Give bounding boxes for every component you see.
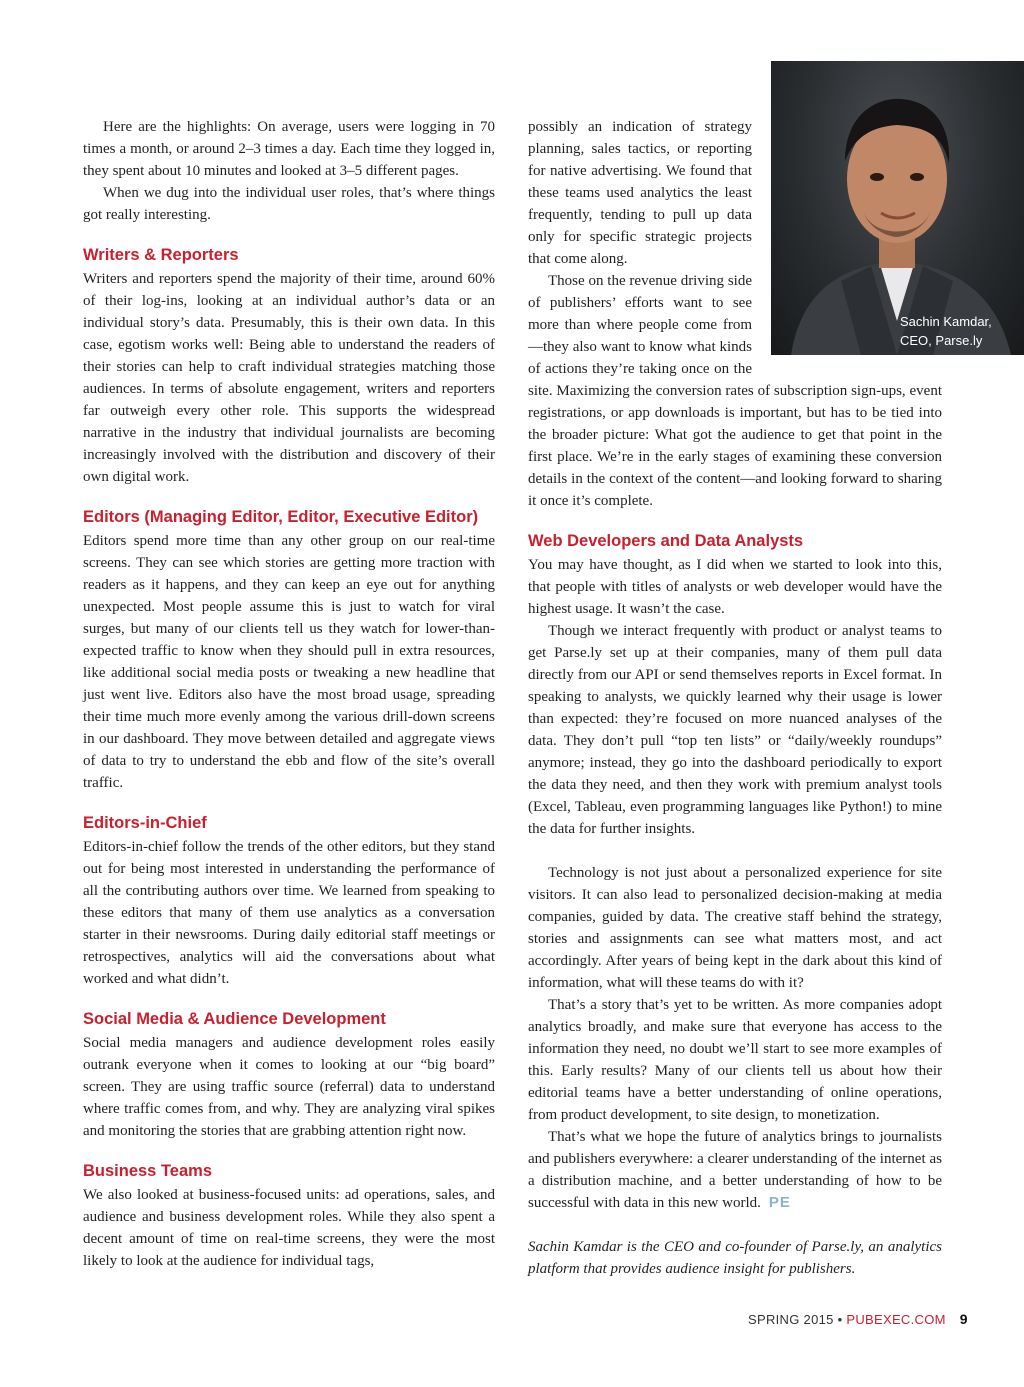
author-bio: Sachin Kamdar is the CEO and co-founder of Parse.ly, an analytics platform that provides audience insight for publishers. <box>528 1239 942 1277</box>
intro-paragraph-1: Here are the highlights: On average, users were logging in 70 times a month, or around 2–3 times a day. Each time they logged in, they spent about 10 minutes and looked at 3–5 different pages. <box>83 119 495 179</box>
social-media-paragraph: Social media managers and audience development roles easily outrank everyone when it comes to looking at our “big board” screen. They are using traffic source (referral) data to understand where traffic comes from, and why. They are analyzing viral spikes and monitoring the stories that are grabbing attention right now. <box>83 1035 495 1139</box>
web-developers-paragraph-1: You may have thought, as I did when we started to look into this, that people with titles of analysts or web developer would have the highest usage. It wasn’t the case. <box>528 557 942 617</box>
business-teams-paragraph: We also looked at business-focused units: ad operations, sales, and audience and business development roles. While they also spent a decent amount of time on real-time screens, they were the most likely to look at the audience for individual tags, <box>83 1187 495 1269</box>
caption-title: CEO, Parse.ly <box>900 333 983 348</box>
left-column <box>83 116 495 1272</box>
heading-editors-in-chief: Editors-in-Chief <box>83 814 207 832</box>
conclusion-paragraph-3 <box>528 1126 942 1214</box>
heading-editors: Editors (Managing Editor, Editor, Executive Editor) <box>83 508 479 526</box>
section-gap <box>528 840 942 862</box>
right-column <box>528 116 942 1280</box>
heading-business-teams: Business Teams <box>83 1162 213 1180</box>
right-paragraph-2: Those on the revenue driving side of publishers’ efforts want to see more than where people come from—they also want to know what kinds of actions they’re taking once on the site. Maximizing the conversion rates of subscription sign-ups, event registrations, or app downloads is important, but has to be tied into the broader picture: What got the audience to get that point in the first place. We’re in the early stages of examining these conversion details in the context of the content—and looking forward to sharing it once it’s complete. <box>528 273 942 509</box>
photo-wrap-spacer <box>752 116 942 376</box>
conclusion-text: That’s what we hope the future of analytics brings to journalists and publishers everywhere: a clearer understanding of the internet as a distribution machine, and a better understanding of how to be successful with data in this new world. <box>528 1129 942 1211</box>
heading-web-developers: Web Developers and Data Analysts <box>528 532 804 550</box>
writers-reporters-paragraph: Writers and reporters spend the majority of their time, around 60% of their log-ins, looking at an individual author’s data or an individual story’s data. Presumably, this is their own data. In this case, egotism works well: Being able to understand the readers of their stories can help to craft individual strategies matching those audiences. In terms of absolute engagement, writers and reporters far outweigh every other role. This supports the widespread narrative in the industry that individual journalists are becoming increasingly involved with the distribution and discovery of their own digital work. <box>83 271 495 485</box>
editors-in-chief-paragraph: Editors-in-chief follow the trends of the other editors, but they stand out for being most interested in understanding the performance of all the contributing authors over time. We learned from speaking to these editors that many of them use analytics as a conversation starter in their newsrooms. During daily editorial staff meetings or retrospectives, analytics will aid the conversations about what worked and what didn’t. <box>83 839 495 987</box>
conclusion-paragraph-1: Technology is not just about a personalized experience for site visitors. It can also lead to personalized decision-making at media companies, guided by data. The creative staff behind the strategy, stories and assignments can see what matters most, and act accordingly. After years of being kept in the dark about this kind of information, what will these teams do with it? <box>528 865 942 991</box>
footer-site: PUBEXEC.COM <box>846 1312 946 1327</box>
web-developers-paragraph-2: Though we interact frequently with product or analyst teams to get Parse.ly set up at their companies, many of them pull data directly from our API or send themselves reports in Excel format. In speaking to analysts, we quickly learned why their usage is lower than expected: they’re focused on more nuanced analyses of the data. They don’t pull “top ten lists” or “daily/weekly roundups” anymore; instead, they go into the dashboard periodically to export the data they need, and then they work with premium analyst tools (Excel, Tableau, even programming languages like Python!) to mine the data for further insights. <box>528 623 942 837</box>
heading-social-media: Social Media & Audience Development <box>83 1010 386 1028</box>
conclusion-paragraph-2: That’s a story that’s yet to be written. As more companies adopt analytics broadly, and make sure that everyone has access to the information they need, no doubt we’ll start to see more examples of this. Early results? Many of our clients tell us about how their editorial teams have a better understanding of online operations, from product development, to site design, to monetization. <box>528 997 942 1123</box>
page-footer <box>748 1311 968 1327</box>
right-paragraph-1: possibly an indication of strategy planning, sales tactics, or reporting for native advertising. We found that these teams used analytics the least frequently, tending to pull up data only for specific strategic projects that come along. <box>528 119 752 267</box>
footer-bullet: • <box>837 1312 843 1327</box>
intro-paragraph-2: When we dug into the individual user roles, that’s where things got really interesting. <box>83 185 495 223</box>
caption-name: Sachin Kamdar, <box>900 314 992 329</box>
heading-writers-reporters: Writers & Reporters <box>83 246 239 264</box>
end-mark: PE <box>768 1194 791 1211</box>
footer-issue: SPRING 2015 <box>748 1312 834 1327</box>
page-number: 9 <box>959 1311 968 1327</box>
editors-paragraph: Editors spend more time than any other group on our real-time screens. They can see which stories are getting more traction with readers as it happens, and they can keep an eye out for anything unexpected. Most people assume this is just to watch for viral surges, but many of our clients tell us they watch for lower-than-expected traffic to know when they should pull in extra resources, like additional social media posts or tweaking a new headline that just went live. Editors also have the most broad usage, spreading their time much more evenly among the various drill-down screens in our dashboard. They move between detailed and aggregate views of data to try to understand the ebb and flow of the site’s overall traffic. <box>83 533 495 791</box>
